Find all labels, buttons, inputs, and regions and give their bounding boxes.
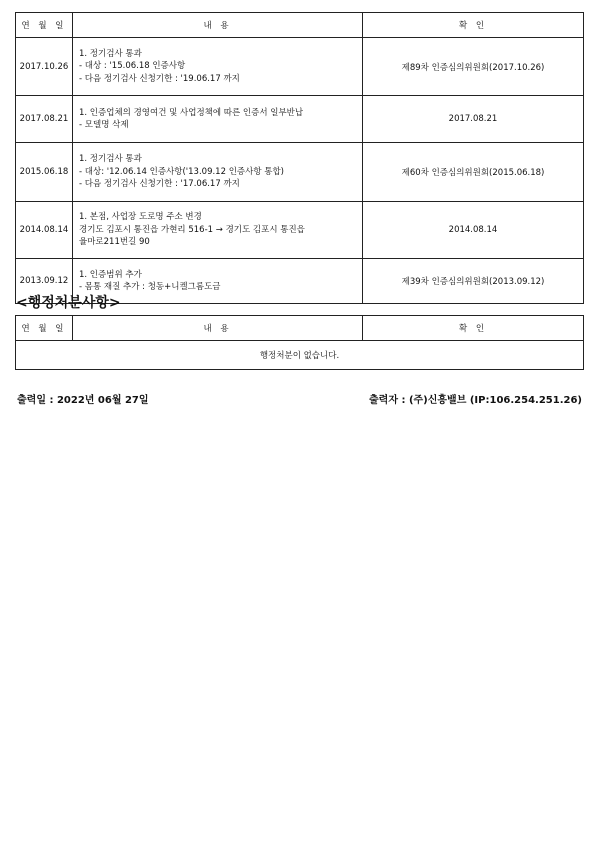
content-line: 1. 인증업체의 경영여건 및 사업정책에 따른 인증서 일부반납 bbox=[79, 107, 304, 118]
row-date: 2015.06.18 bbox=[16, 143, 73, 202]
row-date: 2017.08.21 bbox=[16, 96, 73, 143]
printed-by: 출력자 : (주)신흥밸브 (IP:106.254.251.26) bbox=[369, 395, 582, 406]
row-confirm: 2014.08.14 bbox=[363, 202, 584, 259]
header-content: 내 용 bbox=[73, 316, 363, 341]
print-date: 출력일 : 2022년 06월 27일 bbox=[17, 395, 149, 406]
sanctions-heading: <행정처분사항> bbox=[16, 295, 121, 311]
header-confirm: 확 인 bbox=[363, 13, 584, 38]
row-confirm: 제60차 인증심의위원회(2015.06.18) bbox=[363, 143, 584, 202]
content-line: - 대상: '12.06.14 인증사항('13.09.12 인증사항 통합) bbox=[79, 166, 284, 177]
row-confirm: 2017.08.21 bbox=[363, 96, 584, 143]
table-row bbox=[16, 38, 584, 96]
table-header-row bbox=[16, 316, 584, 341]
content-line: 1. 정기검사 통과 bbox=[79, 154, 142, 165]
row-date: 2017.10.26 bbox=[16, 38, 73, 96]
content-line: 1. 정기검사 통과 bbox=[79, 48, 142, 59]
row-content bbox=[73, 96, 363, 143]
content-line: 경기도 김포시 통진읍 가현리 516-1 → 경기도 김포시 통진읍 bbox=[79, 224, 305, 235]
table-row bbox=[16, 96, 584, 143]
empty-message: 행정처분이 없습니다. bbox=[16, 341, 584, 370]
table-row bbox=[16, 202, 584, 259]
table-header-row bbox=[16, 13, 584, 38]
content-line: - 다음 정기검사 신청기한 : '17.06.17 까지 bbox=[79, 179, 240, 190]
header-confirm: 확 인 bbox=[363, 316, 584, 341]
row-date: 2014.08.14 bbox=[16, 202, 73, 259]
content-line: - 몸통 재질 추가 : 청동+니켈그롬도금 bbox=[79, 282, 221, 292]
content-line: 율마로211번길 90 bbox=[79, 237, 150, 248]
content-line: - 다음 정기검사 신청기한 : '19.06.17 까지 bbox=[79, 73, 240, 84]
content-line: - 대상 : '15.06.18 인증사항 bbox=[79, 61, 186, 72]
empty-row bbox=[16, 341, 584, 370]
row-content bbox=[73, 38, 363, 96]
content-line: 1. 인증범위 추가 bbox=[79, 269, 142, 280]
row-content bbox=[73, 143, 363, 202]
header-date: 연 월 일 bbox=[16, 13, 73, 38]
content-line: 1. 본점, 사업장 도로명 주소 변경 bbox=[79, 212, 202, 223]
certification-history-table bbox=[15, 12, 584, 304]
header-date: 연 월 일 bbox=[16, 316, 73, 341]
row-confirm: 제89차 인증심의위원회(2017.10.26) bbox=[363, 38, 584, 96]
header-content: 내 용 bbox=[73, 13, 363, 38]
row-date: 2013.09.12 bbox=[16, 259, 73, 304]
administrative-sanctions-table bbox=[15, 315, 584, 370]
row-content bbox=[73, 202, 363, 259]
content-line: - 모델명 삭제 bbox=[79, 120, 129, 130]
table-row bbox=[16, 143, 584, 202]
row-confirm: 제39차 인증심의위원회(2013.09.12) bbox=[363, 259, 584, 304]
